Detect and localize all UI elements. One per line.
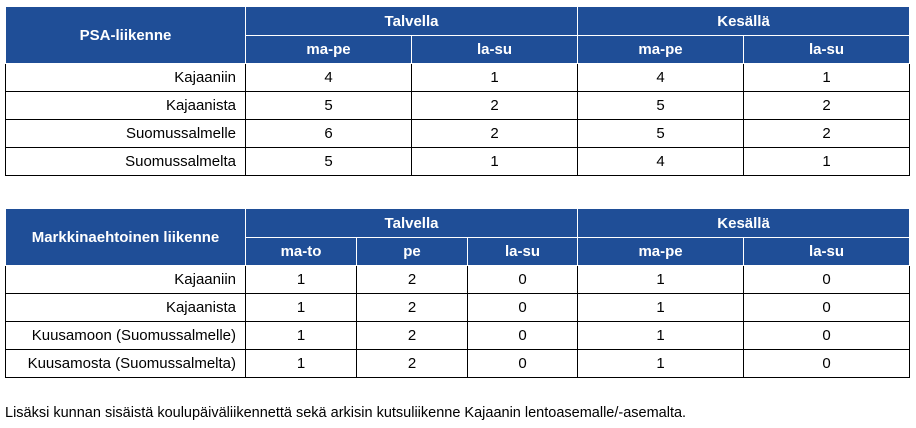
column-header: la-su bbox=[744, 36, 910, 64]
row-label: Suomussalmelle bbox=[6, 120, 246, 148]
column-header: ma-pe bbox=[578, 36, 744, 64]
table-cell: 4 bbox=[246, 64, 412, 92]
row-label: Kuusamosta (Suomussalmelta) bbox=[6, 350, 246, 378]
table-cell: 2 bbox=[744, 120, 910, 148]
row-label: Suomussalmelta bbox=[6, 148, 246, 176]
table-cell: 2 bbox=[412, 92, 578, 120]
table-cell: 1 bbox=[412, 64, 578, 92]
table-row bbox=[6, 148, 910, 176]
table-row bbox=[6, 322, 910, 350]
table-cell: 5 bbox=[578, 120, 744, 148]
table-cell: 1 bbox=[246, 294, 357, 322]
table-cell: 4 bbox=[578, 64, 744, 92]
table-cell: 2 bbox=[744, 92, 910, 120]
market-traffic-table bbox=[5, 208, 910, 378]
table-cell: 1 bbox=[744, 64, 910, 92]
column-header: ma-to bbox=[246, 238, 357, 266]
table-cell: 0 bbox=[468, 322, 578, 350]
table-corner-header: Markkinaehtoinen liikenne bbox=[6, 209, 246, 266]
table-cell: 1 bbox=[578, 294, 744, 322]
row-label: Kuusamoon (Suomussalmelle) bbox=[6, 322, 246, 350]
row-label: Kajaaniin bbox=[6, 266, 246, 294]
group-header-winter: Talvella bbox=[246, 7, 578, 36]
table-row bbox=[6, 92, 910, 120]
table-cell: 5 bbox=[246, 92, 412, 120]
column-header: pe bbox=[357, 238, 468, 266]
group-header-winter: Talvella bbox=[246, 209, 578, 238]
table-row bbox=[6, 266, 910, 294]
row-label: Kajaaniin bbox=[6, 64, 246, 92]
table-cell: 1 bbox=[578, 350, 744, 378]
table-cell: 0 bbox=[744, 322, 910, 350]
table-cell: 1 bbox=[578, 322, 744, 350]
table-cell: 1 bbox=[246, 322, 357, 350]
table-cell: 0 bbox=[468, 266, 578, 294]
column-header: ma-pe bbox=[246, 36, 412, 64]
table-cell: 2 bbox=[357, 322, 468, 350]
table-cell: 2 bbox=[357, 294, 468, 322]
table-cell: 0 bbox=[744, 266, 910, 294]
table-cell: 0 bbox=[468, 294, 578, 322]
table-cell: 5 bbox=[246, 148, 412, 176]
table-cell: 0 bbox=[468, 350, 578, 378]
table-cell: 6 bbox=[246, 120, 412, 148]
row-label: Kajaanista bbox=[6, 92, 246, 120]
column-header: la-su bbox=[412, 36, 578, 64]
table-corner-header: PSA-liikenne bbox=[6, 7, 246, 64]
table-cell: 5 bbox=[578, 92, 744, 120]
column-header: la-su bbox=[468, 238, 578, 266]
column-header: ma-pe bbox=[578, 238, 744, 266]
column-header: la-su bbox=[744, 238, 910, 266]
table-row bbox=[6, 120, 910, 148]
table-cell: 1 bbox=[744, 148, 910, 176]
table-cell: 4 bbox=[578, 148, 744, 176]
table-row bbox=[6, 294, 910, 322]
footnote: Lisäksi kunnan sisäistä koulupäiväliikennettä sekä arkisin kutsuliikenne Kajaanin lentoasemalle/-asemalta. bbox=[5, 405, 687, 421]
psa-traffic-table bbox=[5, 6, 910, 176]
table-cell: 2 bbox=[412, 120, 578, 148]
table-cell: 2 bbox=[357, 350, 468, 378]
group-header-summer: Kesällä bbox=[578, 209, 910, 238]
table-cell: 0 bbox=[744, 350, 910, 378]
table-cell: 1 bbox=[578, 266, 744, 294]
table-cell: 1 bbox=[412, 148, 578, 176]
table-cell: 2 bbox=[357, 266, 468, 294]
group-header-summer: Kesällä bbox=[578, 7, 910, 36]
table-cell: 1 bbox=[246, 266, 357, 294]
table-row bbox=[6, 64, 910, 92]
table-cell: 1 bbox=[246, 350, 357, 378]
table-row bbox=[6, 350, 910, 378]
row-label: Kajaanista bbox=[6, 294, 246, 322]
table-cell: 0 bbox=[744, 294, 910, 322]
